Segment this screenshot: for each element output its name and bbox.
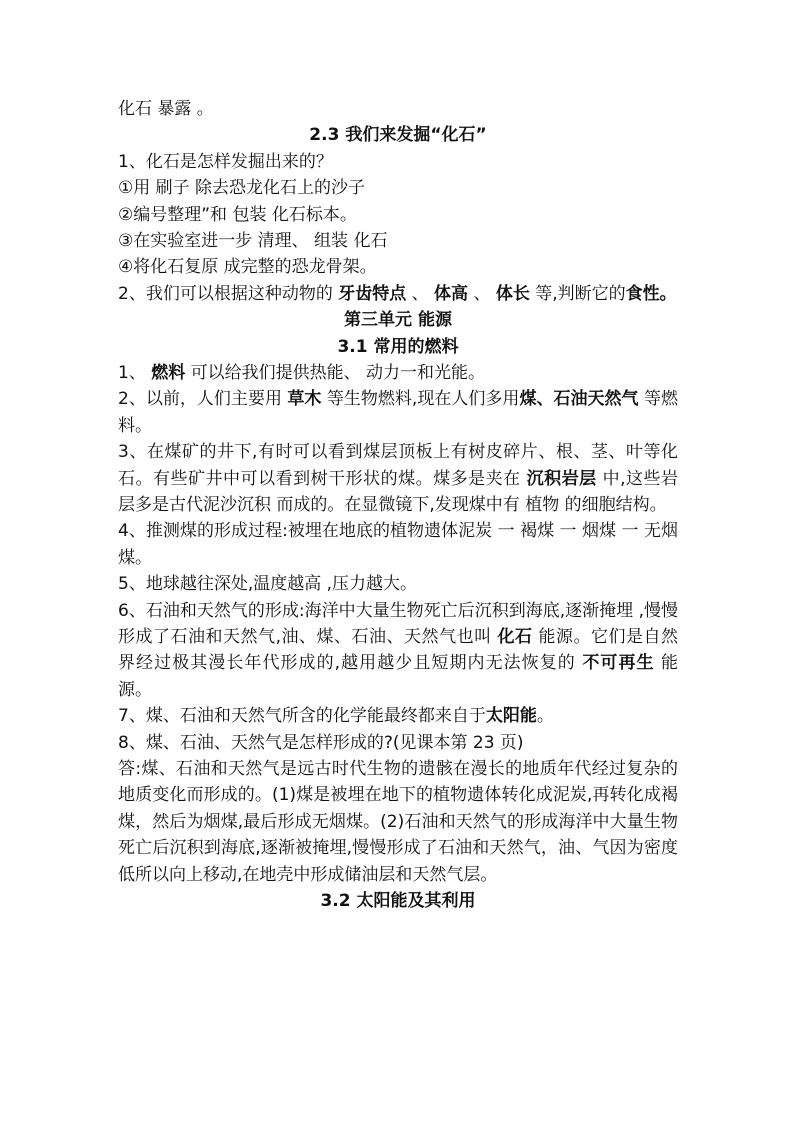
q2-mid: 等,判断它的 — [535, 283, 626, 304]
q2-sep-1: 、 — [411, 283, 429, 304]
item-3 — [118, 439, 678, 518]
item-2 — [118, 386, 678, 439]
item-6-keyword-2: 不可再生 — [582, 653, 655, 674]
item-6-keyword-1: 化石 — [497, 626, 533, 647]
q2-keyword-diet: 食性 — [625, 283, 660, 304]
item-1-prefix: 1、 — [118, 362, 146, 383]
item-8: 8、煤、石油、天然气是怎样形成的?(见课本第 23 页) — [118, 732, 524, 753]
item-2-prefix: 2、以前，人们主要用 — [118, 389, 282, 410]
document-page — [118, 96, 678, 914]
item-7 — [118, 703, 678, 729]
q2-prefix: 2、我们可以根据这种动物的 — [118, 283, 333, 304]
question-1: 1、化石是怎样发掘出来的？ — [118, 151, 333, 172]
section-3-1-title: 3.1 常用的燃料 — [337, 336, 459, 357]
item-3-prefix: 3、在煤矿的井下,有时可以看到煤层顶板上有树皮碎片、根、茎、叶等化石。有些矿井中可以看到树干形状的煤。煤多是夹在 — [118, 442, 678, 489]
section-2-3-title: 2.3 我们来发掘“化石” — [309, 125, 487, 146]
item-6-mid: 能源。它们是自然界经过极其漫长年代形成的,越用越少且短期内无法恢复的 — [118, 626, 679, 674]
q2-keyword-height: 体高 — [434, 283, 469, 304]
unit-3-title: 第三单元 能源 — [344, 310, 452, 331]
q2-sep-2: 、 — [473, 283, 491, 304]
item-6-rest: 能源。 — [118, 653, 679, 700]
item-2-rest: 等燃料。 — [118, 389, 678, 436]
q2-keyword-teeth: 牙齿特点 — [338, 283, 407, 304]
item-1 — [118, 360, 678, 386]
item-3-rest: 中,这些岩层多是古代泥沙沉积 而成的。在显微镜下,发现煤中有 植物 的细胞结构。 — [118, 468, 679, 515]
item-1-rest: 可以给我们提供热能、 动力一和光能。 — [190, 362, 486, 383]
step-4: ④将化石复原 成完整的恐龙骨架。 — [118, 257, 377, 278]
item-3-keyword: 沉积岩层 — [526, 468, 597, 489]
item-7-prefix: 7、煤、石油和天然气所含的化学能最终都来自于 — [118, 706, 486, 727]
q2-end: 。 — [659, 283, 677, 304]
item-7-keyword: 太阳能 — [485, 706, 537, 727]
fragment-top: 化石 暴露 。 — [118, 99, 214, 119]
item-7-rest: 。 — [536, 706, 554, 727]
item-1-keyword: 燃料 — [151, 362, 186, 383]
item-6-prefix: 6、石油和天然气的形成:海洋中大量生物死亡后沉积到海底,逐渐掩埋 ,慢慢形成了石油和天然气,油、煤、石油、天然气也叫 — [118, 600, 678, 647]
question-2 — [118, 281, 678, 307]
item-2-mid: 等生物燃料,现在人们多用 — [326, 389, 520, 410]
item-5: 5、地球越往深处,温度越高 ,压力越大。 — [118, 574, 418, 595]
q2-keyword-length: 体长 — [495, 283, 530, 304]
answer-paragraph: 答:煤、石油和天然气是远古时代生物的遗骸在漫长的地质年代经过复杂的地质变化而形成的。(1)煤是被埋在地下的植物遗体转化成泥炭,再转化成褐煤，然后为烟煤,最后形成无烟煤。(2)石油和天然气的形成海洋中大量生物死亡后沉积到海底,逐渐被掩埋,慢慢形成了石油和天然气，油、气因为密度低所以向上移动,在地壳中形成储油层和天然气层。 — [118, 758, 678, 885]
item-4: 4、推测煤的形成过程:被埋在地底的植物遗体泥炭 一 褐煤 一 烟煤 一 无烟煤。 — [118, 521, 678, 568]
step-1: ①用 刷子 除去恐龙化石上的沙子 — [118, 178, 366, 199]
item-6 — [118, 598, 678, 704]
step-3: ③在实验室进一步 清理、 组装 化石 — [118, 230, 388, 251]
section-3-2-title: 3.2 太阳能及其利用 — [320, 890, 476, 911]
step-2: ②编号整理”和 包装 化石标本。 — [118, 204, 357, 225]
item-2-keyword-1: 草木 — [287, 389, 322, 410]
item-2-keyword-2: 煤、石油天然气 — [519, 389, 639, 410]
